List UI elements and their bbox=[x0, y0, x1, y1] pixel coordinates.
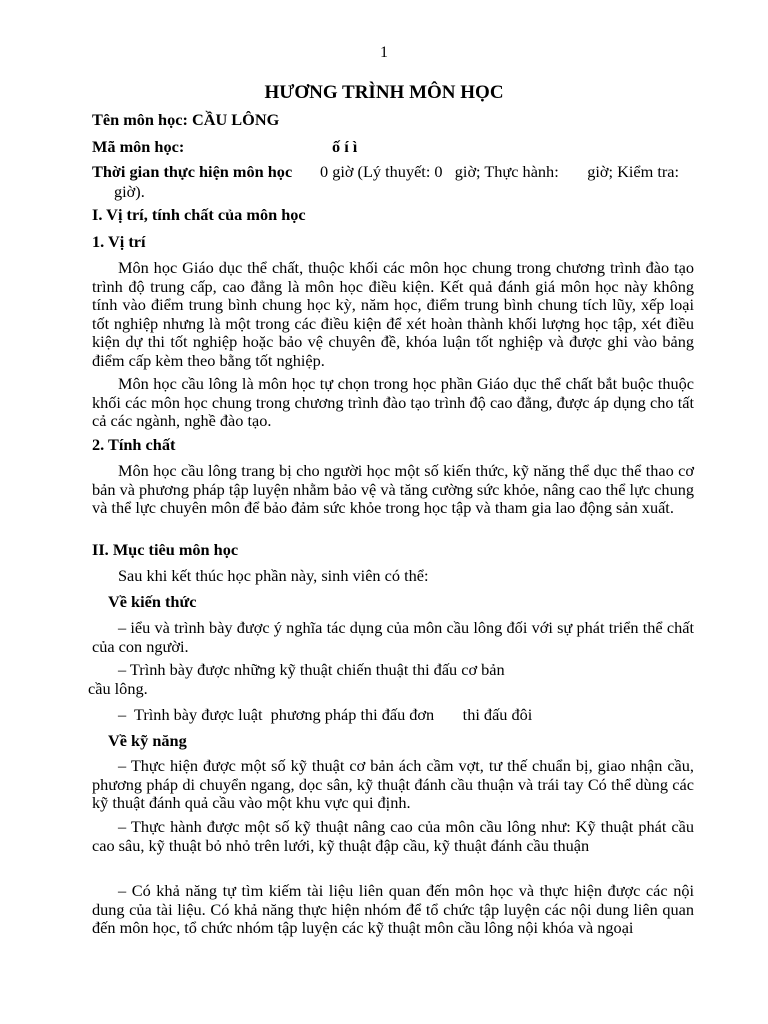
section-1-2-heading: 2. Tính chất bbox=[92, 435, 176, 454]
knowledge-item-2-line2: cầu lông. bbox=[88, 678, 148, 698]
subject-code-label: Mã môn học: bbox=[92, 137, 185, 156]
skills-item-3: – Có khả năng tự tìm kiếm tài liệu liên quan đến môn học và thực hiện được các nội dung của tài liệu. Có khả năng thực hiện nhóm để tổ chức tập luyện các nội dung liên quan đến môn học, tổ chức nhóm tập luyện các kỹ thuật môn cầu lông nội khóa và ngoại bbox=[92, 881, 694, 938]
knowledge-item-1: – iểu và trình bày được ý nghĩa tác dụng của môn cầu lông đối với sự phát triển thể chất của con người. bbox=[92, 618, 694, 656]
skills-item-2: – Thực hành được một số kỹ thuật nâng cao của môn cầu lông như: Kỹ thuật phát cầu cao sâu, kỹ thuật bỏ nhỏ trên lưới, kỹ thuật đập cầu, kỹ thuật đánh cầu thuận bbox=[92, 817, 694, 855]
page-number: 1 bbox=[380, 44, 388, 61]
subject-code-value: ố í ì bbox=[332, 137, 358, 156]
paragraph-tinh-chat: Môn học cầu lông trang bị cho người học một số kiến thức, kỹ năng thể dục thể thao cơ bản và phương pháp tập luyện nhằm bảo vệ và tăng cường sức khỏe, nâng cao thể lực chung và thể lực chuyên môn để bảo đảm sức khỏe trong học tập và tham gia lao động sản xuất. bbox=[92, 461, 694, 518]
section-2-heading: II. Mục tiêu môn học bbox=[92, 540, 239, 559]
section-1-1-heading: 1. Vị trí bbox=[92, 232, 146, 251]
subject-name: Tên môn học: CẦU LÔNG bbox=[92, 110, 280, 129]
paragraph-vi-tri-2: Môn học cầu lông là môn học tự chọn trong học phần Giáo dục thể chất bắt buộc thuộc khối các môn học chung trong chương trình đào tạo trình độ cao đẳng, được áp dụng cho tất cả các ngành, nghề đào tạo. bbox=[92, 374, 694, 431]
knowledge-item-3: – Trình bày được luật phương pháp thi đấu đơn thi đấu đôi bbox=[118, 705, 533, 724]
subject-code-row bbox=[92, 138, 694, 157]
objectives-intro: Sau khi kết thúc học phần này, sinh viên có thể: bbox=[118, 566, 429, 585]
duration-value-2: giờ). bbox=[114, 182, 145, 201]
knowledge-item-2 bbox=[88, 660, 694, 698]
page-title: HƯƠNG TRÌNH MÔN HỌC bbox=[264, 82, 504, 103]
skills-item-1: – Thực hiện được một số kỹ thuật cơ bản ách cầm vợt, tư thế chuẩn bị, giao nhận cầu, phương pháp di chuyển ngang, dọc sân, kỹ thuật đánh cầu thuận và trái tay Có thể dùng các kỹ thuật đánh quả cầu vào một khu vực qui định. bbox=[92, 756, 694, 813]
section-1-heading: I. Vị trí, tính chất của môn học bbox=[92, 205, 306, 224]
knowledge-heading: Về kiến thức bbox=[108, 592, 197, 611]
duration-label: Thời gian thực hiện môn học bbox=[92, 162, 293, 181]
duration-row bbox=[92, 163, 694, 202]
skills-heading: Về kỹ năng bbox=[108, 731, 187, 750]
duration-value-1: 0 giờ (Lý thuyết: 0 giờ; Thực hành: giờ; Kiểm tra: bbox=[320, 162, 680, 181]
knowledge-item-2-line1: – Trình bày được những kỹ thuật chiến thuật thi đấu cơ bản bbox=[118, 660, 505, 679]
paragraph-vi-tri-1: Môn học Giáo dục thể chất, thuộc khối các môn học chung trong chương trình đào tạo trình độ trung cấp, cao đẳng là môn học điều kiện. Kết quả đánh giá môn học này không tính vào điểm trung bình chung học kỳ, năm học, điểm trung bình chung tích lũy, xếp loại tốt nghiệp nhưng là một trong các điều kiện để xét hoàn thành khối lượng học tập, xét điều kiện dự thi tốt nghiệp hoặc bảo vệ chuyên đề, khóa luận tốt nghiệp và được ghi vào bảng điểm cấp kèm theo bằng tốt nghiệp. bbox=[92, 258, 694, 370]
